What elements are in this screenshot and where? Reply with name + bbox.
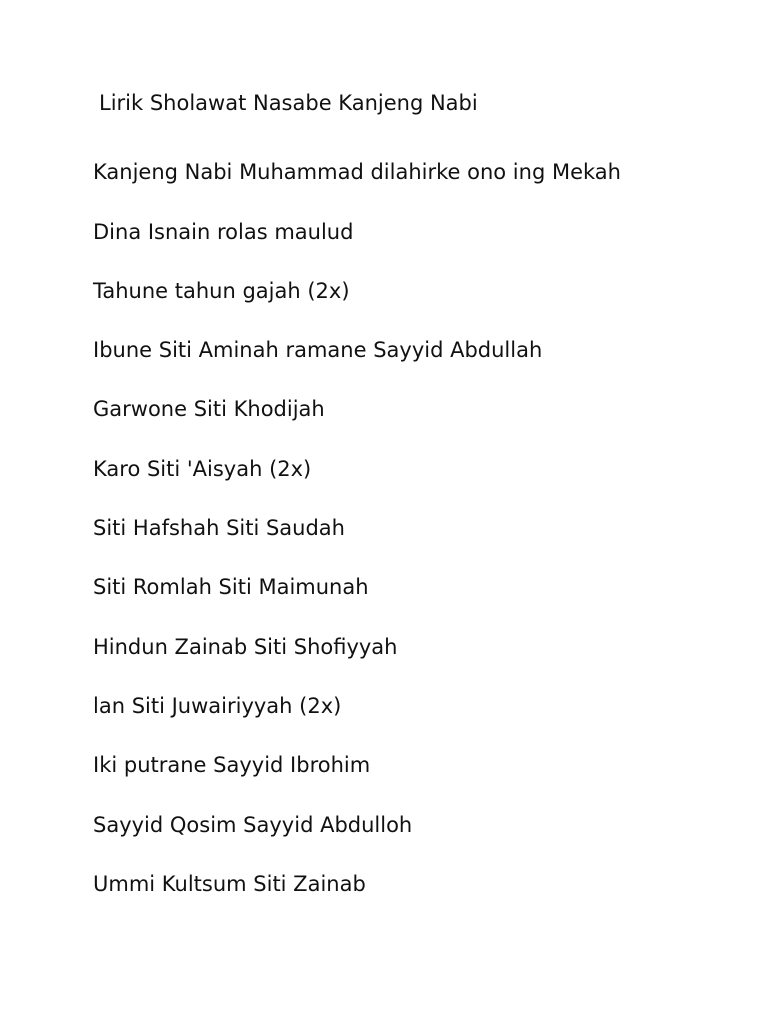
document-title: Lirik Sholawat Nasabe Kanjeng Nabi (99, 91, 478, 115)
lyric-line: Iki putrane Sayyid Ibrohim (93, 753, 371, 777)
lyric-line: lan Siti Juwairiyyah (2x) (93, 694, 342, 718)
lyric-line: Garwone Siti Khodijah (93, 397, 325, 421)
lyric-line: Ummi Kultsum Siti Zainab (93, 872, 366, 896)
lyric-line: Hindun Zainab Siti Shofiyyah (93, 635, 398, 659)
lyric-line: Siti Hafshah Siti Saudah (93, 516, 345, 540)
lyric-line: Kanjeng Nabi Muhammad dilahirke ono ing Mekah (93, 160, 621, 184)
lyric-line: Siti Romlah Siti Maimunah (93, 575, 369, 599)
lyric-line: Sayyid Qosim Sayyid Abdulloh (93, 813, 413, 837)
lyric-line: Tahune tahun gajah (2x) (93, 279, 350, 303)
lyric-line: Ibune Siti Aminah ramane Sayyid Abdullah (93, 338, 543, 362)
lyric-line: Karo Siti 'Aisyah (2x) (93, 457, 312, 481)
lyric-line: Dina Isnain rolas maulud (93, 220, 354, 244)
